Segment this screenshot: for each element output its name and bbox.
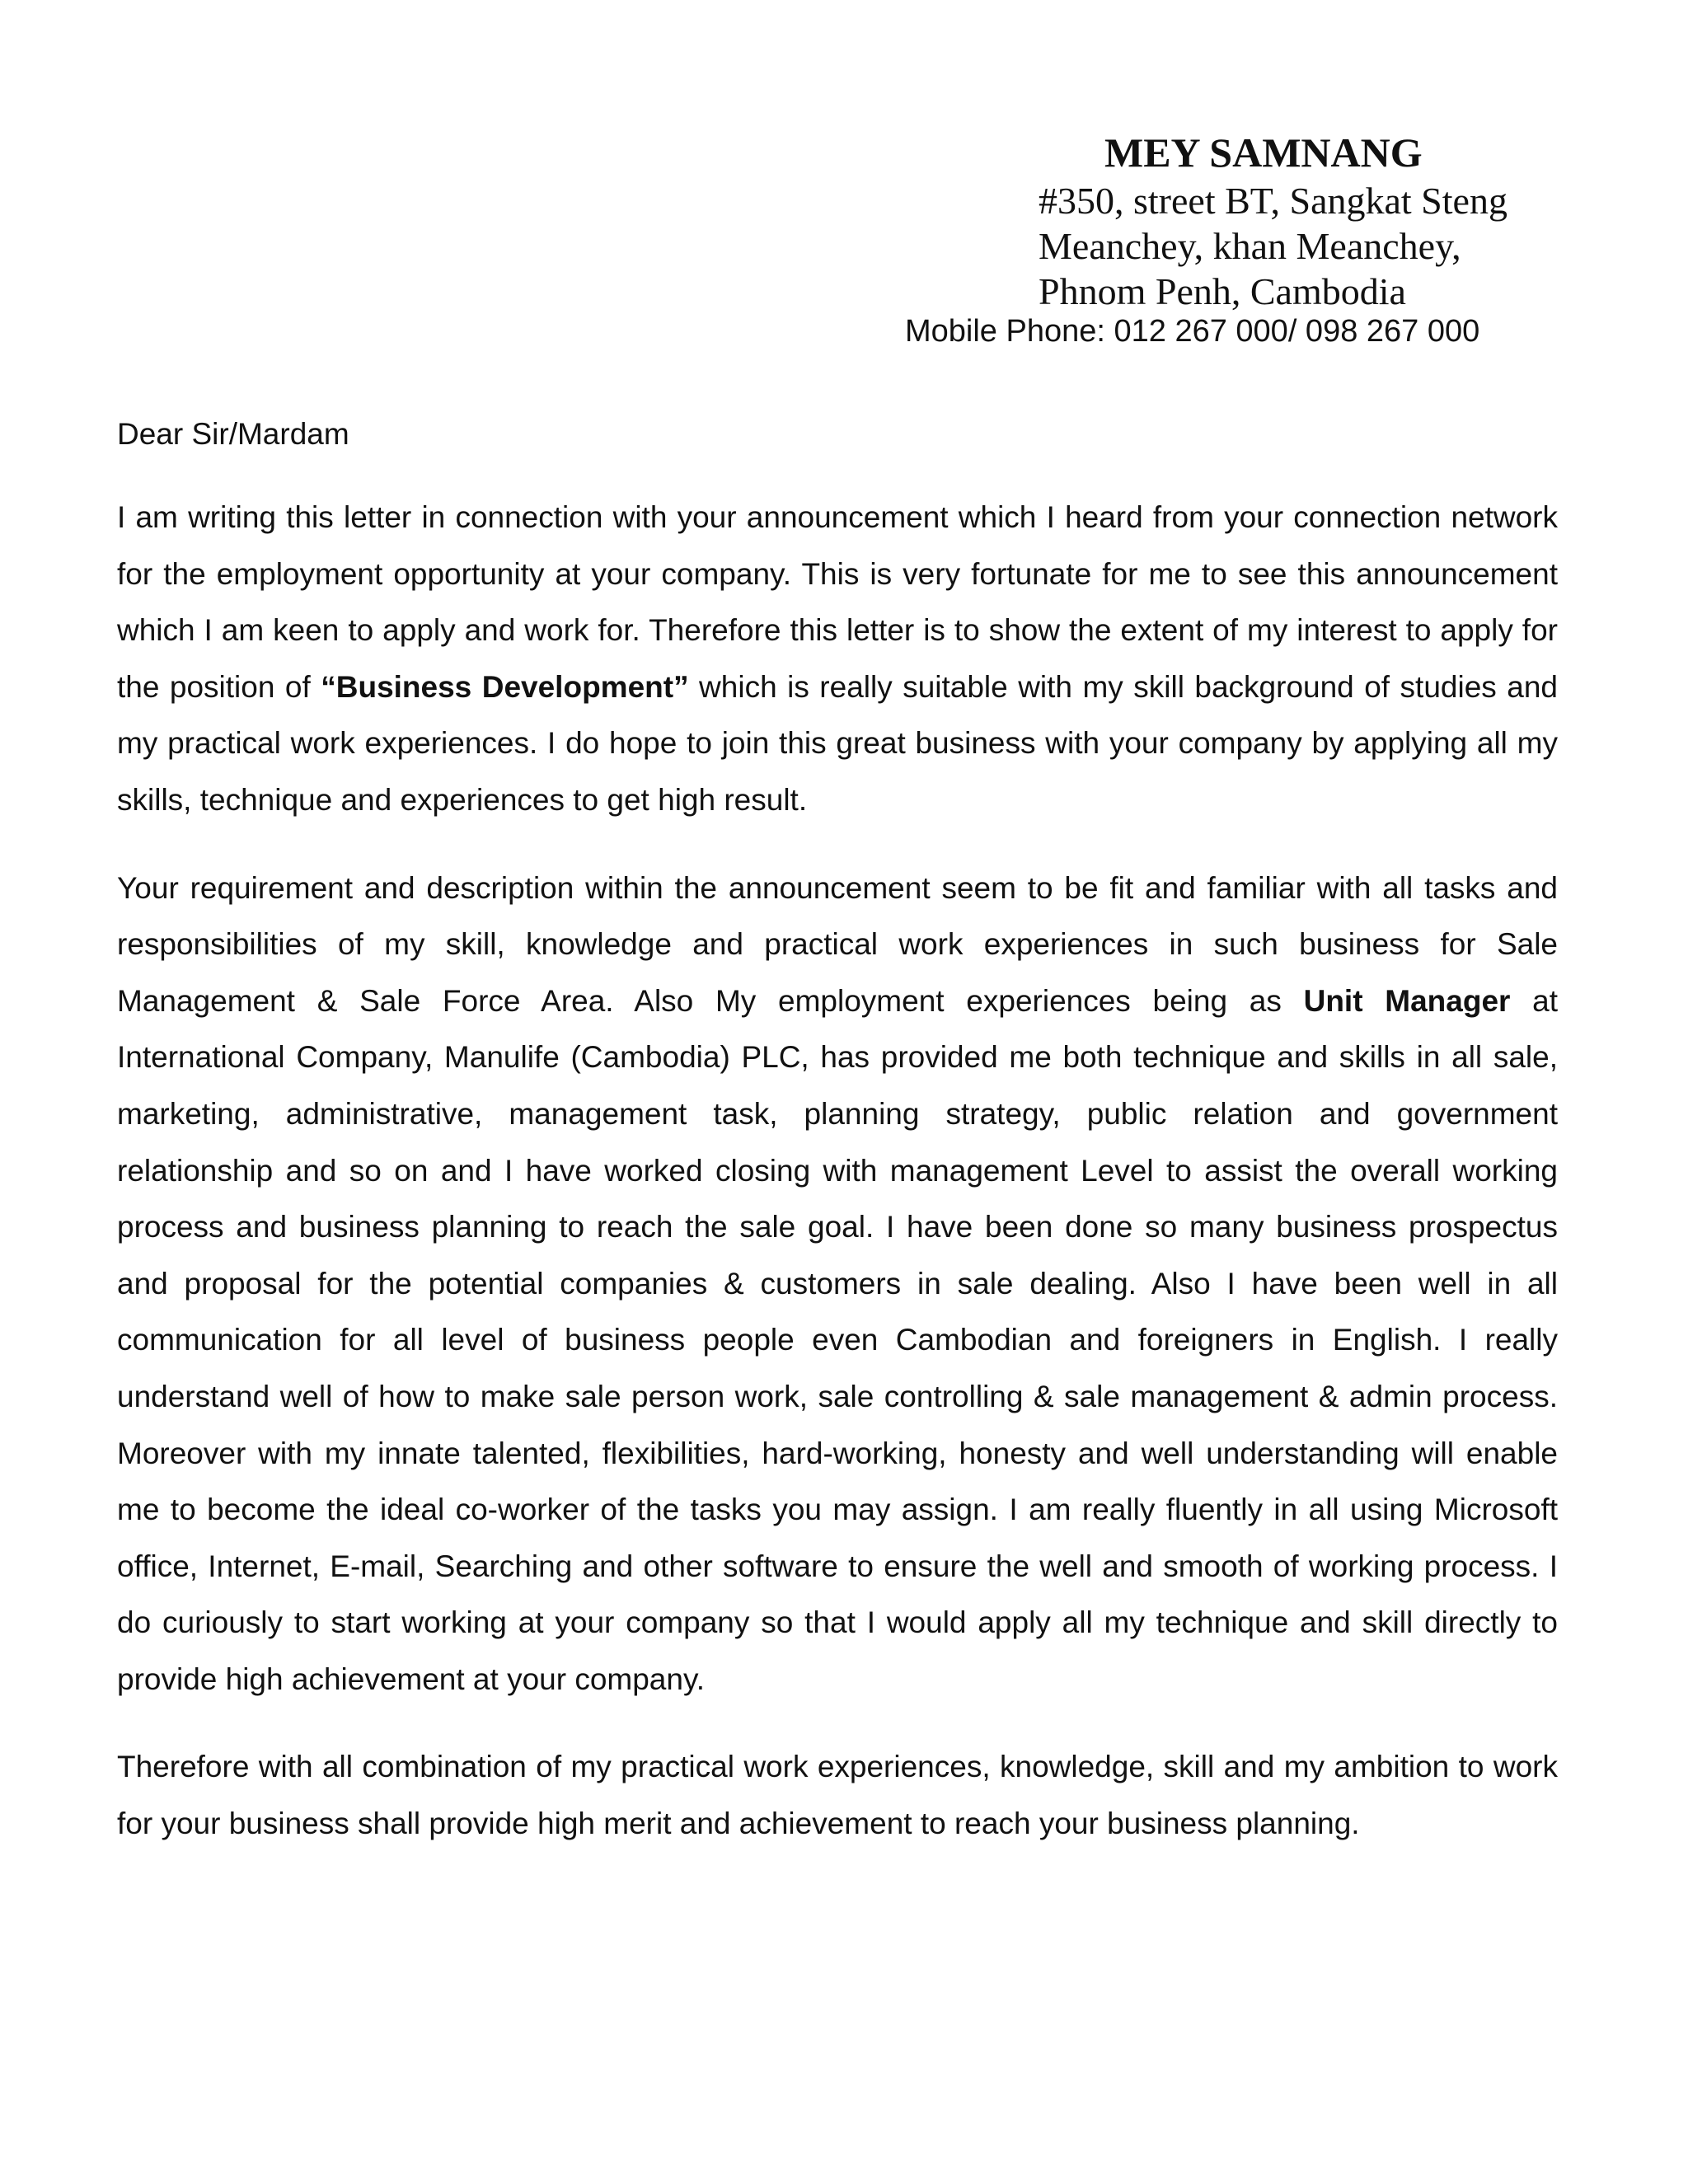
sender-name: MEY SAMNANG: [1104, 129, 1423, 176]
paragraph-2-text-b: at International Company, Manulife (Cambodia) PLC, has provided me both technique and skills in all sale, marketing, administrative, management task, planning strategy, public relation and government relationship and so on and I have worked closing with management Level to assist the overall working process and business planning to reach the sale goal. I have been done so many business prospectus and proposal for the potential companies & customers in sale dealing. Also I have been well in all communication for all level of business people even Cambodian and foreigners in English. I really understand well of how to make sale person work, sale controlling & sale management & admin process. Moreover with my innate talented, flexibilities, hard-working, honesty and well understanding will enable me to become the ideal co-worker of the tasks you may assign. I am really fluently in all using Microsoft office, Internet, E-mail, Searching and other software to ensure the well and smooth of working process. I do curiously to start working at your company so that I would apply all my technique and skill directly to provide high achievement at your company.: [117, 983, 1559, 1696]
previous-role: Unit Manager: [1303, 983, 1511, 1018]
paragraph-2: [117, 860, 1558, 1708]
salutation: Dear Sir/Mardam: [117, 417, 349, 451]
letter-body: [117, 410, 1558, 1884]
address-line-1: #350, street BT, Sangkat Steng: [1039, 180, 1507, 222]
paragraph-1-text-b: which is really suitable with my skill background of studies and my practical work experiences. I do hope to join this great business with your company by applying all my skills, technique and experiences to get high result.: [117, 669, 1558, 817]
paragraph-1-text-a: I am writing this letter in connection with your announcement which I heard from your connection network for the employment opportunity at your company. This is very fortunate for me to see this announcement which I am keen to apply and work for. Therefore this letter is to show the extent of my interest to apply for the position of: [117, 500, 1558, 704]
phone-line: Mobile Phone: 012 267 000/ 098 267 000: [905, 314, 1480, 349]
address-line-3: Phnom Penh, Cambodia: [1039, 270, 1406, 312]
address-line-2: Meanchey, khan Meanchey,: [1039, 225, 1461, 267]
paragraph-1: [117, 490, 1558, 829]
position-title: “Business Development”: [321, 669, 689, 704]
paragraph-2-text-a: Your requirement and description within the announcement seem to be fit and familiar with all tasks and responsibilities of my skill, knowledge and practical work experiences in such business for Sale Management & Sale Force Area. Also My employment experiences being as: [117, 870, 1558, 1018]
letterhead: [1039, 127, 1615, 314]
paragraph-3: Therefore with all combination of my practical work experiences, knowledge, skill and my ambition to work for your business shall provide high merit and achievement to reach your business planning.: [117, 1750, 1558, 1841]
